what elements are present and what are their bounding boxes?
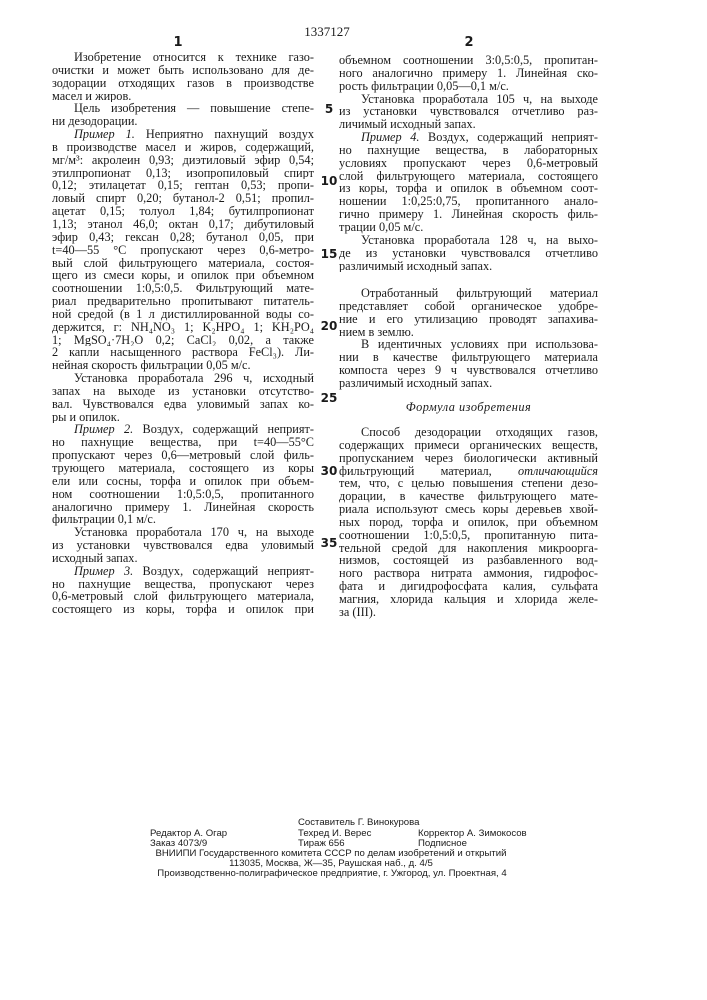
line-text: соотношении 1:0,5:0,5. Фильтрующий мате- [52, 282, 314, 295]
line-text: Воздух, содержащий неприят- [133, 423, 314, 436]
text-line [52, 411, 314, 424]
line-text: нейная скорость фильтрации 0,05 м/с. [52, 359, 251, 372]
line-text: Установка проработала 296 ч, исходный [74, 372, 314, 385]
footer-circulation: Тираж 656 [298, 838, 345, 849]
line-text: пропускают через 0,6—метровый слой филь- [52, 449, 314, 462]
line-text: состоящего из коры, торфа и опилок при [52, 603, 314, 616]
text-line [52, 539, 314, 552]
text-line [52, 603, 314, 616]
line-text: фильтрации 0,1 м/с. [52, 513, 156, 526]
footer-subscription: Подписное [418, 838, 467, 849]
text-line [52, 179, 314, 192]
column-number-right: 2 [459, 35, 479, 50]
line-text: низмов, состоящей из разбавленного вод- [339, 554, 598, 567]
text-line [339, 326, 598, 339]
claim-text [339, 426, 598, 619]
text-line [339, 452, 598, 465]
line-text: Отработанный фильтрующий материал [361, 287, 598, 300]
text-line [339, 234, 598, 247]
text-line [52, 269, 314, 282]
line-text: условиях пропускают через 0,6-метровый [339, 157, 598, 170]
line-text: содержащих примеси органических веществ, [339, 439, 598, 452]
text-line [339, 170, 598, 183]
line-text: за (III). [339, 606, 376, 619]
line-number: 20 [319, 319, 339, 333]
text-line [339, 131, 598, 144]
examples-continued [339, 54, 598, 272]
text-line [52, 334, 314, 347]
line-text: 2 капли насыщенного раствора FeCl₃). Ли- [52, 346, 314, 359]
text-line [52, 64, 314, 77]
line-text: вал. Чувствовался едва уловимый запах ко- [52, 398, 314, 411]
footer-organization: ВНИИПИ Государственного комитета СССР по делам изобретений и открытий [150, 848, 512, 859]
text-line [52, 167, 314, 180]
formula-title: Формула изобретения [339, 400, 598, 415]
line-text: мг/м³: акролеин 0,93; диэтиловый эфир 0,54; [52, 154, 314, 167]
line-text: Изобретение относится к технике газо- [74, 51, 314, 64]
text-line [52, 141, 314, 154]
line-number: 25 [319, 391, 339, 405]
line-text: 0,6-метровый слой фильтрующего материала, [52, 590, 314, 603]
text-line [52, 590, 314, 603]
line-text: соотношении 1:0,5:0,5, пропитанную пита- [339, 529, 598, 542]
text-line [52, 398, 314, 411]
line-text: из установки чувствовался отчетливо раз- [339, 105, 598, 118]
text-line [52, 552, 314, 565]
line-text: риала используют смесь коры деревьев хвой- [339, 503, 598, 516]
line-text: но пахнущие вещества, пропускают через [52, 578, 314, 591]
line-number: 10 [319, 174, 339, 188]
line-text: держится, г: NH₄NO₃ 1; K₂HPO₄ 1; KH₂PO₄ [52, 321, 314, 334]
line-text: ной средой (в 1 л дистиллированной воды со- [52, 308, 314, 321]
text-line [339, 221, 598, 234]
line-text: нием в землю. [339, 326, 414, 339]
text-line [52, 205, 314, 218]
line-text: Цель изобретения — повышение степе- [74, 102, 314, 115]
example-heading: Пример 2. [74, 423, 133, 436]
text-line [339, 426, 598, 439]
line-text: но пахнущие вещества, в лабораторных [339, 144, 598, 157]
line-text: 1,13; этанол 46,0; октан 0,17; дибутиловый [52, 218, 314, 231]
text-line [339, 144, 598, 157]
line-text: очистки и может быть использовано для де- [52, 64, 314, 77]
line-text: ном соотношении 1:0,5:0,5, пропитанного [52, 488, 314, 501]
text-line [339, 80, 598, 93]
text-line [52, 308, 314, 321]
text-line [52, 115, 314, 128]
line-text: фильтрующий материал, [339, 465, 518, 478]
line-text: Способ дезодорации отходящих газов, [361, 426, 598, 439]
footer-order: Заказ 4073/9 [150, 838, 207, 849]
text-line [339, 606, 598, 619]
footer-corrector: Корректор А. Зимокосов [418, 828, 527, 839]
line-text: фата и дигидрофосфата калия, сульфата [339, 580, 598, 593]
line-text: ели или сосны, торфа и опилок при объем- [52, 475, 314, 488]
line-text: де из установки чувствовался отчетливо [339, 247, 598, 260]
text-line [339, 377, 598, 390]
line-text: гично примеру 1. Линейная скорость филь- [339, 208, 598, 221]
line-text: ношении 1:0,25:0,75, пропитанного анало- [339, 195, 598, 208]
line-text: запах на выходе из установки отсутство- [52, 385, 314, 398]
line-text: исходный запах. [52, 552, 138, 565]
line-text: ние и его утилизацию проводят запахива- [339, 313, 598, 326]
text-line [339, 465, 598, 478]
line-text: зодорации отходящих газов в производстве [52, 77, 314, 90]
line-number: 30 [319, 464, 339, 478]
line-text: ацетат 0,15; толуол 1,84; бутилпропионат [52, 205, 314, 218]
text-line [339, 247, 598, 260]
text-line [52, 359, 314, 372]
line-number: 5 [319, 102, 339, 116]
line-number: 35 [319, 536, 339, 550]
text-line [52, 51, 314, 64]
line-text: ного раствора нитрата аммония, гидрофос- [339, 567, 598, 580]
line-text: аналогично примеру 1. Линейная скорость [52, 501, 314, 514]
text-line [52, 128, 314, 141]
line-text: ных пород, торфа и опилок, при объемном [339, 516, 598, 529]
text-line [52, 90, 314, 103]
text-line [52, 436, 314, 449]
line-text: Воздух, содержащий неприят- [133, 565, 314, 578]
text-line [339, 67, 598, 80]
line-text: ры и опилок. [52, 411, 120, 424]
column-number-left: 1 [168, 35, 188, 50]
text-line [339, 260, 598, 273]
line-text: пропусканием через биологически активный [339, 452, 598, 465]
text-line [339, 54, 598, 67]
text-line [52, 372, 314, 385]
line-text: ни дезодорации. [52, 115, 138, 128]
text-line [339, 364, 598, 377]
line-text: представляет собой органическое удобре- [339, 300, 598, 313]
line-text: t=40—55 °С пропускают через 0,6-метро- [52, 244, 314, 257]
line-text: ного аналогично примеру 1. Линейная ско- [339, 67, 598, 80]
line-text: тельной средой для накопления микроорга- [339, 542, 598, 555]
line-text: нии в качестве фильтрующего материала [339, 351, 598, 364]
line-text: вый слой фильтрующего материала, состоя- [52, 257, 314, 270]
line-text: Установка проработала 105 ч, на выходе [361, 93, 598, 106]
text-line [52, 282, 314, 295]
text-line [52, 231, 314, 244]
line-text: рость фильтрации 0,05—0,1 м/с. [339, 80, 509, 93]
line-text: В идентичных условиях при использова- [361, 338, 598, 351]
line-text: этилпропионат 0,13; изопропиловый спирт [52, 167, 314, 180]
text-line [52, 154, 314, 167]
text-line [339, 516, 598, 529]
line-text: в производстве масел и жиров, содержащий, [52, 141, 314, 154]
text-line [52, 295, 314, 308]
footer-compiler: Составитель Г. Винокурова [298, 817, 419, 828]
footer-printer: Производственно-полиграфическое предприятие, г. Ужгород, ул. Проектная, 4 [150, 868, 514, 879]
line-number: 15 [319, 247, 339, 261]
text-line [52, 257, 314, 270]
text-line [52, 102, 314, 115]
text-line [52, 244, 314, 257]
text-line [52, 321, 314, 334]
line-text: личимый исходный запах. [339, 118, 476, 131]
line-text: Неприятно пахнущий воздух [135, 128, 314, 141]
line-text: различимый исходный запах. [339, 377, 492, 390]
line-text: магния, хлорида кальция и хлорида желе- [339, 593, 598, 606]
example-heading: Пример 3. [74, 565, 133, 578]
footer-techred: Техред И. Верес [298, 828, 371, 839]
emphasized-term: отличающийся [518, 465, 598, 478]
line-text: Воздух, содержащий неприят- [419, 131, 598, 144]
line-text: дорации, в качестве фильтрующего мате- [339, 490, 598, 503]
line-text: 0,12; этилацетат 0,15; гептан 0,53; пропи- [52, 179, 314, 192]
line-text: риал предварительно пропитывают питатель- [52, 295, 314, 308]
line-text: ловый спирт 0,20; бутанол-2 0,51; пропил- [52, 192, 314, 205]
text-line [52, 77, 314, 90]
line-text: объемном соотношении 3:0,5:0,5, пропитан- [339, 54, 598, 67]
text-line [339, 529, 598, 542]
text-line [52, 346, 314, 359]
text-line [339, 182, 598, 195]
text-line [339, 567, 598, 580]
line-text: масел и жиров. [52, 90, 131, 103]
text-line [52, 475, 314, 488]
line-text: 1; MgSO₄·7H₂O 0,2; CaCl₂ 0,02, а также [52, 334, 314, 347]
text-line [52, 565, 314, 578]
text-line [339, 554, 598, 567]
text-line [339, 593, 598, 606]
line-text: Установка проработала 170 ч, на выходе [74, 526, 314, 539]
example-heading: Пример 1. [74, 128, 135, 141]
text-line [339, 93, 598, 106]
text-line [339, 300, 598, 313]
left-column-text [52, 51, 314, 616]
text-line [339, 439, 598, 452]
line-text: но пахнущие вещества, при t=40—55°C [52, 436, 314, 449]
text-line [339, 195, 598, 208]
line-text: слой фильтрующего материала, состоящего [339, 170, 598, 183]
text-line [339, 313, 598, 326]
text-line [52, 192, 314, 205]
text-line [52, 218, 314, 231]
text-line [52, 449, 314, 462]
text-line [339, 542, 598, 555]
text-line [52, 423, 314, 436]
text-line [52, 578, 314, 591]
footer-editor: Редактор А. Огар [150, 828, 227, 839]
text-line [52, 526, 314, 539]
line-text: тем, что, с целью повышения степени дезо- [339, 477, 598, 490]
patent-number: 1337127 [300, 24, 354, 40]
line-text: трующего материала, состоящего из коры [52, 462, 314, 475]
line-text: из установки чувствовался едва уловимый [52, 539, 314, 552]
text-line [339, 287, 598, 300]
text-line [339, 105, 598, 118]
text-line [339, 477, 598, 490]
line-text: трации 0,05 м/с. [339, 221, 423, 234]
text-line [52, 501, 314, 514]
text-line [339, 351, 598, 364]
line-text: различимый исходный запах. [339, 260, 492, 273]
text-line [52, 462, 314, 475]
example-heading: Пример 4. [361, 131, 419, 144]
text-line [339, 208, 598, 221]
text-line [339, 580, 598, 593]
line-text: щего из смеси коры, и опилок при объемном [52, 269, 314, 282]
text-line [52, 385, 314, 398]
text-line [339, 503, 598, 516]
text-line [52, 488, 314, 501]
text-line [339, 338, 598, 351]
results-text [339, 287, 598, 390]
text-line [339, 118, 598, 131]
text-line [339, 157, 598, 170]
line-text: компоста через 9 ч чувствовался отчетливо [339, 364, 598, 377]
line-text: эфир 0,43; гексан 0,28; бутанол 0,05, при [52, 231, 314, 244]
line-text: из коры, торфа и опилок в объемном соот- [339, 182, 598, 195]
footer-address: 113035, Москва, Ж—35, Раушская наб., д. 4/5 [150, 858, 512, 869]
text-line [339, 490, 598, 503]
text-line [52, 513, 314, 526]
line-text: Установка проработала 128 ч, на выхо- [361, 234, 598, 247]
